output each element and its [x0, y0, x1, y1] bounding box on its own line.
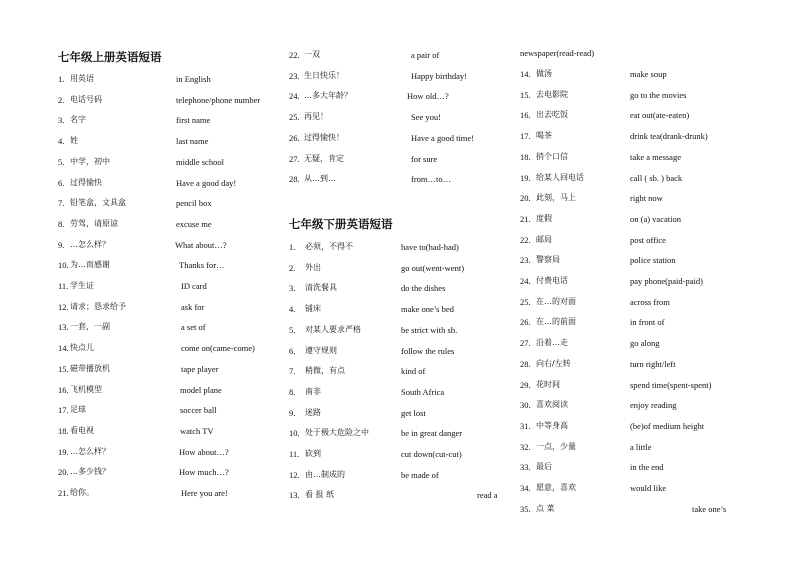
phrase-english: get lost — [401, 407, 426, 418]
phrase-english: enjoy reading — [630, 400, 677, 411]
phrase-row — [289, 89, 519, 103]
continued-phrase: newspaper(read-read) — [520, 48, 595, 58]
phrase-number: 10. — [289, 428, 300, 439]
phrase-number: 19. — [58, 446, 69, 457]
phrase-row — [520, 357, 750, 371]
phrase-chinese: 喜欢阅读 — [536, 400, 568, 410]
phrase-row — [58, 279, 288, 293]
phrase-row — [289, 468, 519, 482]
phrase-chinese: 向右/左转 — [536, 358, 571, 368]
phrase-english: go along — [630, 338, 660, 349]
phrase-english: have to(had-had) — [401, 242, 459, 252]
phrase-chinese: 在…的对面 — [536, 296, 576, 306]
phrase-number: 5. — [58, 156, 65, 167]
phrase-english: kind of — [401, 366, 426, 377]
phrase-english: take a message — [630, 151, 681, 162]
phrase-row — [520, 191, 750, 205]
phrase-chinese: 姓 — [70, 136, 78, 146]
phrase-english: Happy birthday! — [411, 70, 467, 81]
phrase-english: follow the rules — [401, 345, 455, 356]
phrase-english: a little — [630, 441, 652, 452]
phrase-english: a pair of — [411, 50, 440, 60]
phrase-chinese: 砍到 — [305, 449, 321, 458]
phrase-english: drink tea(drank-drunk) — [630, 131, 708, 142]
phrase-chinese: 劳驾，请原谅 — [70, 218, 118, 228]
phrase-number: 23. — [289, 70, 300, 81]
phrase-english: police station — [630, 255, 676, 266]
phrase-english: Thanks for… — [179, 260, 225, 271]
phrase-english: do the dishes — [401, 283, 446, 294]
phrase-english: make soup — [630, 69, 667, 79]
phrase-english: take one’s — [692, 503, 727, 514]
section-title-grade7-lower: 七年级下册英语短语 — [289, 217, 393, 231]
phrase-number: 24. — [520, 276, 531, 286]
phrase-number: 6. — [58, 177, 65, 188]
phrase-english: tape player — [181, 363, 219, 374]
phrase-chinese: 一双 — [304, 50, 320, 59]
phrase-chinese: 必须，不得不 — [305, 242, 353, 251]
phrase-chinese: 在…的前面 — [536, 317, 576, 327]
phrase-chinese: 一点，少量 — [536, 441, 576, 451]
phrase-number: 3. — [289, 283, 296, 294]
phrase-row — [58, 155, 288, 169]
phrase-chinese: 过得愉快 — [70, 177, 102, 187]
phrase-number: 6. — [289, 345, 296, 356]
phrase-chinese: 捎个口信 — [536, 151, 568, 161]
phrase-chinese: 看电视 — [70, 425, 94, 435]
phrase-row — [289, 152, 519, 166]
phrase-row — [520, 315, 750, 329]
phrase-row — [289, 364, 519, 378]
phrase-english: for sure — [411, 153, 438, 164]
phrase-chinese: 喝茶 — [536, 131, 552, 141]
phrase-english: What about…? — [175, 239, 227, 250]
phrase-chinese: 最后 — [536, 462, 552, 472]
phrase-english: telephone/phone number — [176, 94, 261, 105]
phrase-number: 32. — [520, 441, 531, 452]
phrase-number: 1. — [289, 242, 296, 252]
phrase-chinese: …怎么样？ — [70, 446, 110, 456]
phrase-chinese: 处于极大危险之中 — [305, 428, 369, 438]
phrase-row — [289, 172, 519, 186]
phrase-chinese: 外出 — [305, 262, 321, 272]
phrase-english: See you! — [411, 112, 441, 123]
phrase-row — [520, 274, 750, 288]
phrase-number: 11. — [58, 281, 69, 291]
section-title-grade7-upper: 七年级上册英语短语 — [58, 50, 162, 64]
phrase-chinese: 给某人回电话 — [536, 172, 584, 182]
phrase-row — [289, 406, 519, 420]
phrase-chinese: 花时间 — [536, 379, 560, 389]
phrase-english: right now — [630, 193, 663, 204]
phrase-row — [520, 398, 750, 412]
phrase-english: pay phone(paid-paid) — [630, 276, 703, 286]
phrase-number: 29. — [520, 379, 531, 390]
phrase-number: 35. — [520, 503, 531, 514]
phrase-english: (be)of medium height — [630, 420, 705, 431]
phrase-english: South Africa — [401, 386, 445, 397]
phrase-chinese: 过得愉快！ — [304, 132, 344, 142]
phrase-row — [520, 502, 750, 516]
phrase-number: 8. — [58, 218, 65, 229]
phrase-row — [58, 93, 288, 107]
phrase-chinese: 再见！ — [304, 112, 328, 122]
phrase-row — [58, 445, 288, 459]
phrase-english: middle school — [176, 156, 224, 167]
phrase-chinese: 此刻，马上 — [536, 193, 576, 203]
phrase-row — [58, 486, 288, 500]
phrase-row — [289, 240, 519, 254]
phrase-row — [520, 67, 750, 81]
phrase-row — [520, 129, 750, 143]
phrase-number: 33. — [520, 462, 531, 473]
phrase-row — [289, 447, 519, 461]
phrase-chinese: 南非 — [305, 386, 321, 396]
phrase-english: Here you are! — [181, 488, 228, 498]
phrase-english: model plane — [180, 384, 222, 395]
phrase-chinese: 稍微，有点 — [305, 366, 345, 376]
phrase-row — [58, 362, 288, 376]
phrase-english: Have a good day! — [176, 177, 237, 188]
phrase-number: 27. — [289, 153, 300, 164]
phrase-english: eat out(ate-eaten) — [630, 110, 690, 121]
phrase-number: 22. — [289, 50, 300, 60]
phrase-english: ask for — [181, 301, 205, 312]
phrase-number: 25. — [520, 296, 531, 307]
phrase-row — [289, 131, 519, 145]
phrase-row — [58, 113, 288, 127]
phrase-row — [520, 108, 750, 122]
phrase-number: 34. — [520, 483, 531, 493]
phrase-english: be in great danger — [401, 428, 463, 439]
phrase-english: pencil box — [176, 198, 212, 209]
phrase-english: first name — [176, 115, 211, 126]
phrase-chinese: 电话号码 — [70, 94, 102, 104]
phrase-row — [520, 378, 750, 392]
phrase-row — [58, 424, 288, 438]
phrase-number: 2. — [289, 262, 296, 273]
phrase-number: 20. — [520, 193, 531, 204]
phrase-chinese: 铺床 — [305, 304, 321, 314]
phrase-chinese: 名字 — [70, 115, 86, 125]
phrase-number: 25. — [289, 112, 300, 123]
phrase-chinese: 飞机模型 — [70, 384, 102, 394]
phrase-number: 31. — [520, 420, 531, 431]
phrase-number: 9. — [58, 239, 65, 250]
phrase-row — [58, 238, 288, 252]
phrase-chinese: 邮局 — [536, 234, 552, 244]
phrase-english: be strict with sb. — [401, 324, 458, 335]
phrase-row — [520, 233, 750, 247]
phrase-row — [520, 171, 750, 185]
phrase-number: 8. — [289, 386, 296, 397]
phrase-chinese: 去电影院 — [536, 89, 568, 99]
phrase-number: 28. — [289, 174, 300, 185]
phrase-chinese: 愿意，喜欢 — [536, 483, 576, 492]
phrase-english: go to the movies — [630, 89, 687, 100]
phrase-number: 19. — [520, 172, 531, 183]
phrase-number: 4. — [58, 136, 65, 147]
phrase-english: How old…? — [407, 91, 449, 102]
phrase-number: 28. — [520, 358, 531, 369]
phrase-row — [58, 134, 288, 148]
phrase-english: spend time(spent-spent) — [630, 379, 712, 390]
phrase-english: in English — [176, 74, 211, 84]
phrase-row — [520, 336, 750, 350]
phrase-row — [289, 385, 519, 399]
phrase-number: 12. — [289, 469, 300, 480]
phrase-row — [58, 217, 288, 231]
phrase-english: across from — [630, 296, 670, 307]
phrase-chinese: 请求；恳求给予 — [70, 301, 126, 311]
phrase-chinese: 点 菜 — [536, 503, 555, 513]
phrase-chinese: 学生证 — [70, 281, 94, 290]
phrase-number: 14. — [520, 69, 531, 79]
phrase-english: would like — [630, 483, 667, 493]
phrase-chinese: 用英语 — [70, 74, 94, 83]
phrase-row — [289, 488, 519, 502]
phrase-number: 21. — [520, 213, 531, 224]
phrase-row — [289, 261, 519, 275]
phrase-chinese: 铅笔盒，文具盒 — [70, 198, 126, 208]
phrase-chinese: 由…制成的 — [305, 469, 345, 479]
phrase-english: excuse me — [176, 218, 212, 229]
phrase-chinese: 沿着…走 — [536, 338, 568, 348]
phrase-number: 2. — [58, 94, 65, 105]
phrase-chinese: 磁带播放机 — [70, 363, 110, 373]
phrase-english: make one’s bed — [401, 304, 454, 315]
phrase-number: 14. — [58, 343, 69, 354]
phrase-number: 30. — [520, 400, 531, 411]
phrase-chinese: 足球 — [70, 405, 86, 415]
phrase-row — [58, 300, 288, 314]
phrase-english: in front of — [630, 317, 665, 328]
phrase-english: turn right/left — [630, 358, 676, 369]
phrase-row — [58, 341, 288, 355]
phrase-number: 7. — [58, 198, 65, 209]
phrase-number: 13. — [58, 322, 69, 333]
phrase-number: 11. — [289, 449, 300, 459]
phrase-chinese: 警察局 — [536, 255, 560, 265]
phrase-english: come on(came-come) — [181, 343, 255, 354]
phrase-chinese: 迷路 — [305, 407, 321, 417]
phrase-row — [289, 426, 519, 440]
phrase-row — [289, 344, 519, 358]
phrase-chinese: …多大年龄？ — [304, 91, 352, 101]
phrase-number: 18. — [520, 151, 531, 162]
phrase-row — [58, 196, 288, 210]
phrase-number: 21. — [58, 488, 69, 498]
phrase-chinese: 生日快乐！ — [304, 70, 344, 80]
phrase-english: go out(went-went) — [401, 262, 465, 273]
phrase-number: 24. — [289, 91, 300, 102]
phrase-row — [520, 440, 750, 454]
phrase-english: call ( sb. ) back — [630, 172, 683, 183]
phrase-chinese: …多少钱？ — [70, 467, 110, 477]
phrase-english: cut down(cut-cut) — [401, 449, 462, 459]
phrase-row — [289, 302, 519, 316]
phrase-english: post office — [630, 234, 666, 245]
phrase-chinese: 做汤 — [536, 69, 552, 78]
phrase-english: a set of — [181, 322, 206, 333]
phrase-row — [289, 110, 519, 124]
phrase-number: 16. — [520, 110, 531, 121]
phrase-number: 22. — [520, 234, 531, 245]
phrase-row — [520, 150, 750, 164]
phrase-number: 23. — [520, 255, 531, 266]
phrase-chinese: 从…到… — [304, 174, 336, 184]
phrase-row — [58, 72, 288, 86]
phrase-row — [520, 460, 750, 474]
phrase-number: 20. — [58, 467, 69, 478]
phrase-chinese: 度假 — [536, 213, 552, 223]
phrase-row — [58, 320, 288, 334]
phrase-chinese: 一套，一副 — [70, 322, 110, 332]
phrase-chinese: …怎么样？ — [70, 239, 110, 249]
phrase-number: 1. — [58, 74, 65, 84]
phrase-row — [520, 481, 750, 495]
phrase-number: 15. — [520, 89, 531, 100]
phrase-number: 5. — [289, 324, 296, 335]
phrase-chinese: 无疑，肯定 — [304, 153, 344, 163]
phrase-english: read a — [477, 490, 498, 501]
phrase-row — [289, 323, 519, 337]
phrase-chinese: 出去吃饭 — [536, 110, 568, 120]
phrase-row — [520, 295, 750, 309]
phrase-row — [58, 383, 288, 397]
phrase-english: Have a good time! — [411, 132, 475, 143]
phrase-number: 26. — [520, 317, 531, 328]
phrase-english: from…to… — [411, 174, 452, 185]
phrase-number: 16. — [58, 384, 69, 395]
phrase-english: watch TV — [180, 425, 214, 436]
phrase-chinese: 付费电话 — [536, 276, 568, 285]
phrase-chinese: 给你。 — [70, 488, 94, 497]
phrase-row — [58, 465, 288, 479]
phrase-number: 7. — [289, 366, 296, 377]
phrase-row — [520, 253, 750, 267]
phrase-english: How about…? — [179, 446, 229, 457]
phrase-english: ID card — [181, 281, 207, 291]
phrase-row — [289, 281, 519, 295]
phrase-row — [58, 176, 288, 190]
phrase-chinese: 快点儿 — [70, 343, 94, 353]
phrase-chinese: 中等身高 — [536, 420, 568, 430]
phrase-english: How much…? — [179, 467, 229, 478]
phrase-row — [289, 69, 519, 83]
phrase-chinese: 遵守规则 — [305, 345, 337, 355]
phrase-number: 9. — [289, 407, 296, 418]
phrase-number: 12. — [58, 301, 69, 312]
phrase-number: 13. — [289, 490, 300, 501]
phrase-number: 17. — [58, 405, 69, 416]
phrase-row — [58, 403, 288, 417]
phrase-chinese: 清洗餐具 — [305, 283, 337, 293]
phrase-number: 3. — [58, 115, 65, 126]
phrase-row — [520, 419, 750, 433]
phrase-chinese: 中学，初中 — [70, 156, 110, 166]
phrase-english: be made of — [401, 469, 439, 480]
phrase-row — [58, 258, 288, 272]
phrase-row — [289, 48, 519, 62]
phrase-row — [520, 212, 750, 226]
phrase-number: 27. — [520, 338, 531, 349]
phrase-number: 26. — [289, 132, 300, 143]
phrase-number: 17. — [520, 131, 531, 142]
phrase-english: last name — [176, 136, 209, 147]
phrase-number: 10. — [58, 260, 69, 271]
phrase-english: in the end — [630, 462, 664, 473]
phrase-english: soccer ball — [180, 405, 217, 416]
phrase-chinese: 为…而感谢 — [70, 260, 110, 270]
phrase-row — [520, 88, 750, 102]
phrase-number: 18. — [58, 425, 69, 436]
phrase-chinese: 看 报 纸 — [305, 490, 335, 500]
phrase-chinese: 对某人要求严格 — [305, 324, 361, 334]
phrase-number: 4. — [289, 304, 296, 315]
phrase-number: 15. — [58, 363, 69, 374]
phrase-english: on (a) vacation — [630, 213, 681, 224]
